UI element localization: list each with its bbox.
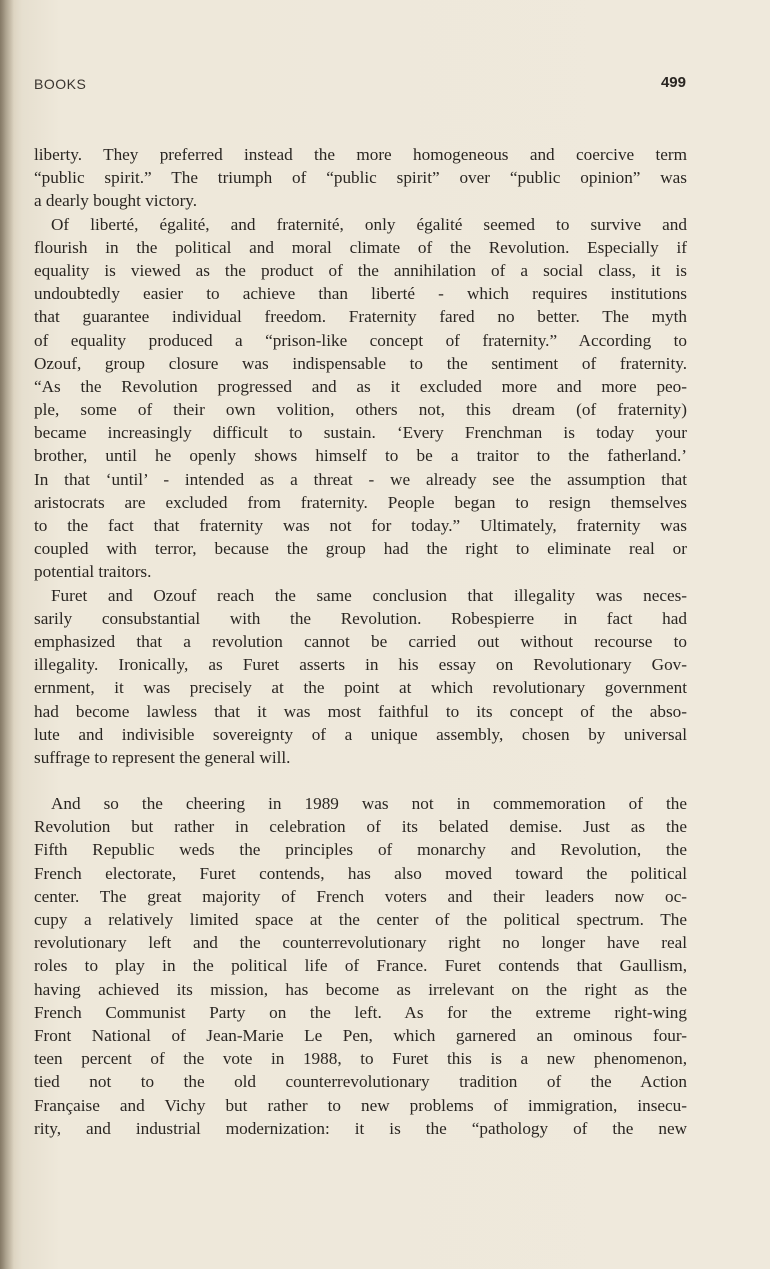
binding-gutter-shadow [0,0,14,1269]
paragraph [34,143,687,213]
text-line: French Communist Party on the left. As for the extreme right-wing [34,1002,687,1022]
text-line: Furet and Ozouf reach the same conclusion that illegality was neces- [51,585,687,605]
text-line: rity, and industrial modernization: it is the “pathology of the new [34,1118,687,1138]
text-line: And so the cheering in 1989 was not in commemoration of the [51,794,687,814]
text-line: liberty. They preferred instead the more homogeneous and coercive term [34,145,687,164]
text-line: revolutionary left and the counterrevolutionary right no longer have real [34,933,687,953]
running-head [34,74,686,98]
paragraph [34,213,687,584]
text-line: Ozouf, group closure was indispensable to the sentiment of fraternity. [34,353,687,373]
text-line: of equality produced a “prison-like concept of fraternity.” According to [34,330,687,350]
text-line: tied not to the old counterrevolutionary tradition of the Action [34,1072,687,1092]
text-line: Française and Vichy but rather to new problems of immigration, insecu- [34,1095,687,1115]
text-line: ernment, it was precisely at the point at which revolutionary government [34,678,687,698]
text-line: Revolution but rather in celebration of its belated demise. Just as the [34,817,687,837]
text-line: potential traitors. [34,562,152,582]
text-line: flourish in the political and moral climate of the Revolution. Especially if [34,237,687,257]
text-line: a dearly bought victory. [34,191,198,211]
text-line: center. The great majority of French voters and their leaders now oc- [34,886,687,906]
text-line: undoubtedly easier to achieve than liberté - which requires institutions [34,284,687,304]
text-line: Fifth Republic weds the principles of monarchy and Revolution, the [34,840,687,860]
text-line: In that ‘until’ - intended as a threat - we already see the assumption that [34,469,687,489]
text-line: aristocrats are excluded from fraternity. People began to resign themselves [34,492,687,512]
text-line: sarily consubstantial with the Revolution. Robespierre in fact had [34,608,687,628]
page-number: 499 [660,74,686,91]
text-line: “public spirit.” The triumph of “public spirit” over “public opinion” was [34,168,687,188]
text-line: equality is viewed as the product of the annihilation of a social class, it is [34,260,687,280]
text-line: having achieved its mission, has become as irrelevant on the right as the [34,979,687,999]
text-line: roles to play in the political life of France. Furet contends that Gaullism, [34,956,687,976]
text-line: suffrage to represent the general will. [34,747,291,767]
text-line: teen percent of the vote in 1988, to Furet this is a new phenomenon, [34,1049,687,1069]
text-line: cupy a relatively limited space at the center of the political spectrum. The [34,910,687,929]
section-title: BOOKS [34,76,87,92]
body-text [34,143,687,1140]
paragraph [34,792,687,1140]
text-line: had become lawless that it was most faithful to its concept of the abso- [34,701,687,721]
text-line: that guarantee individual freedom. Fraternity fared no better. The myth [34,307,687,327]
text-line: Of liberté, égalité, and fraternité, only égalité seemed to survive and [51,214,687,234]
text-line: French electorate, Furet contends, has also moved toward the political [34,863,687,883]
paragraph [34,584,687,770]
text-line: became increasingly difficult to sustain. ‘Every Frenchman is today your [34,423,687,443]
section-break [34,769,687,792]
text-line: coupled with terror, because the group had the right to eliminate real or [34,539,687,559]
text-line: to the fact that fraternity was not for today.” Ultimately, fraternity was [34,516,687,535]
text-line: brother, until he openly shows himself to be a traitor to the fatherland.’ [34,446,687,466]
text-line: ple, some of their own volition, others not, this dream (of fraternity) [34,400,687,420]
text-line: illegality. Ironically, as Furet asserts in his essay on Revolutionary Gov- [34,655,687,675]
text-line: emphasized that a revolution cannot be carried out without recourse to [34,631,687,651]
text-line: Front National of Jean-Marie Le Pen, which garnered an ominous four- [34,1025,687,1045]
text-line: “As the Revolution progressed and as it excluded more and more peo- [34,376,687,396]
text-line: lute and indivisible sovereignty of a unique assembly, chosen by universal [34,724,687,744]
